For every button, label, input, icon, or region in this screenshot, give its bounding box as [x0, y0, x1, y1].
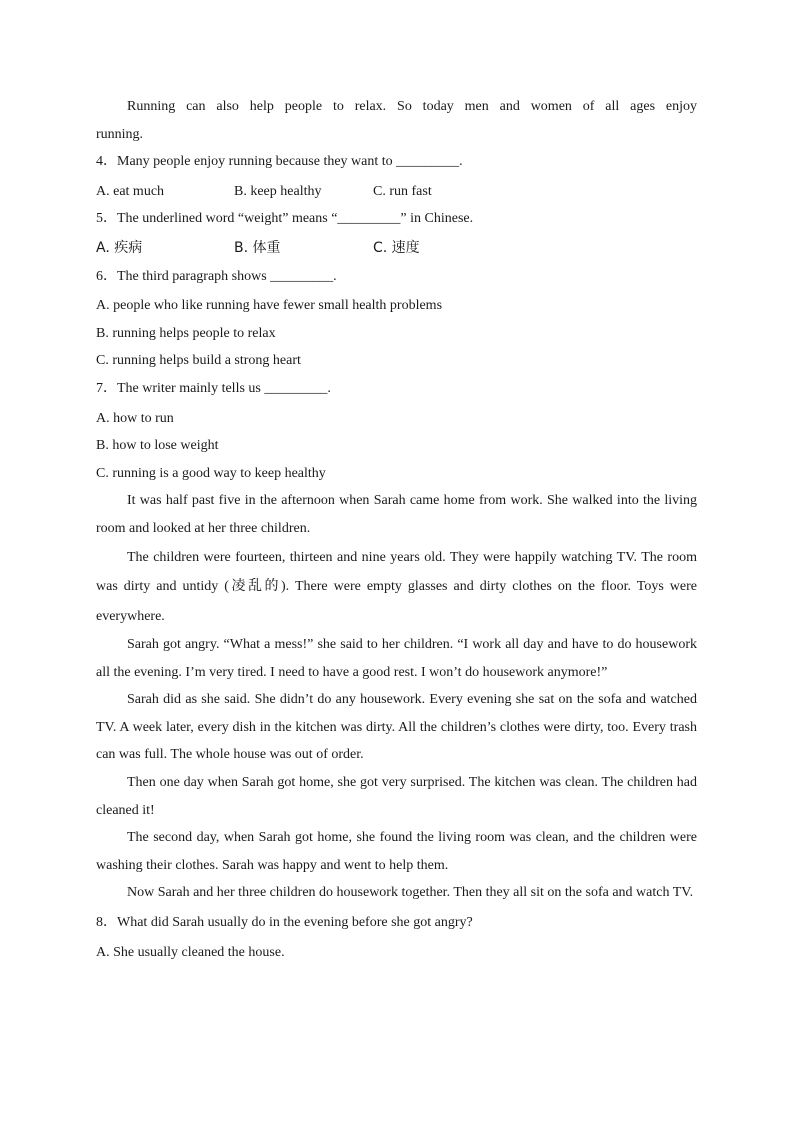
option-a: A. 疾病: [96, 239, 143, 256]
passage-paragraph: It was half past five in the afternoon when Sarah came home from work. She walked into the living room and looked at her three children.: [96, 493, 697, 536]
option-b: B. keep healthy: [234, 183, 322, 199]
question-8: 8．What did Sarah usually do in the evening before she got angry?: [96, 914, 473, 930]
option-a: A. people who like running have fewer small health problems: [96, 298, 443, 314]
question-4-options: [96, 178, 697, 206]
option-b: B. 体重: [234, 239, 281, 256]
option-b: B. how to lose weight: [96, 438, 219, 454]
option-a: A. how to run: [96, 410, 174, 426]
option-c: C. running helps build a strong heart: [96, 353, 301, 369]
passage-paragraph: Running can also help people to relax. So today men and women of all ages enjoy: [127, 99, 697, 114]
passage-paragraph-continued: running.: [96, 126, 144, 142]
passage-paragraph: Now Sarah and her three children do housework together. Then they all sit on the sofa and watch TV.: [127, 885, 694, 901]
question-5-options: [96, 235, 697, 263]
passage-paragraph: The second day, when Sarah got home, she found the living room was clean, and the children were washing their clothes. Sarah was happy and went to help them.: [96, 830, 697, 873]
question-4: 4．Many people enjoy running because they want to _________.: [96, 154, 463, 170]
option-a: A. eat much: [96, 183, 165, 199]
passage-paragraph: The children were fourteen, thirteen and nine years old. They were happily watching TV. The room was dirty and untidy (凌乱的). There were empty glasses and dirty clothes on the floor. Toys were everywhere.: [96, 549, 697, 624]
option-b: B. running helps people to relax: [96, 325, 276, 341]
option-c: C. run fast: [373, 183, 432, 199]
worksheet-page: [96, 93, 697, 966]
option-a: A. She usually cleaned the house.: [96, 944, 285, 960]
option-c: C. 速度: [373, 239, 420, 256]
question-6: 6．The third paragraph shows _________.: [96, 268, 337, 284]
passage-paragraph: Sarah did as she said. She didn’t do any housework. Every evening she sat on the sofa and watched TV. A week later, every dish in the kitchen was dirty. All the children’s clothes were dirty, too. Every trash can was full. The whole house was out of order.: [96, 692, 697, 763]
question-5: 5．The underlined word “weight” means “_________” in Chinese.: [96, 211, 474, 227]
passage-paragraph: Sarah got angry. “What a mess!” she said to her children. “I work all day and have to do housework all the evening. I’m very tired. I need to have a good rest. I won’t do housework anymore!”: [96, 637, 697, 680]
option-c: C. running is a good way to keep healthy: [96, 465, 326, 481]
passage-paragraph: Then one day when Sarah got home, she got very surprised. The kitchen was clean. The children had cleaned it!: [96, 774, 697, 818]
question-7: 7．The writer mainly tells us _________.: [96, 380, 331, 396]
